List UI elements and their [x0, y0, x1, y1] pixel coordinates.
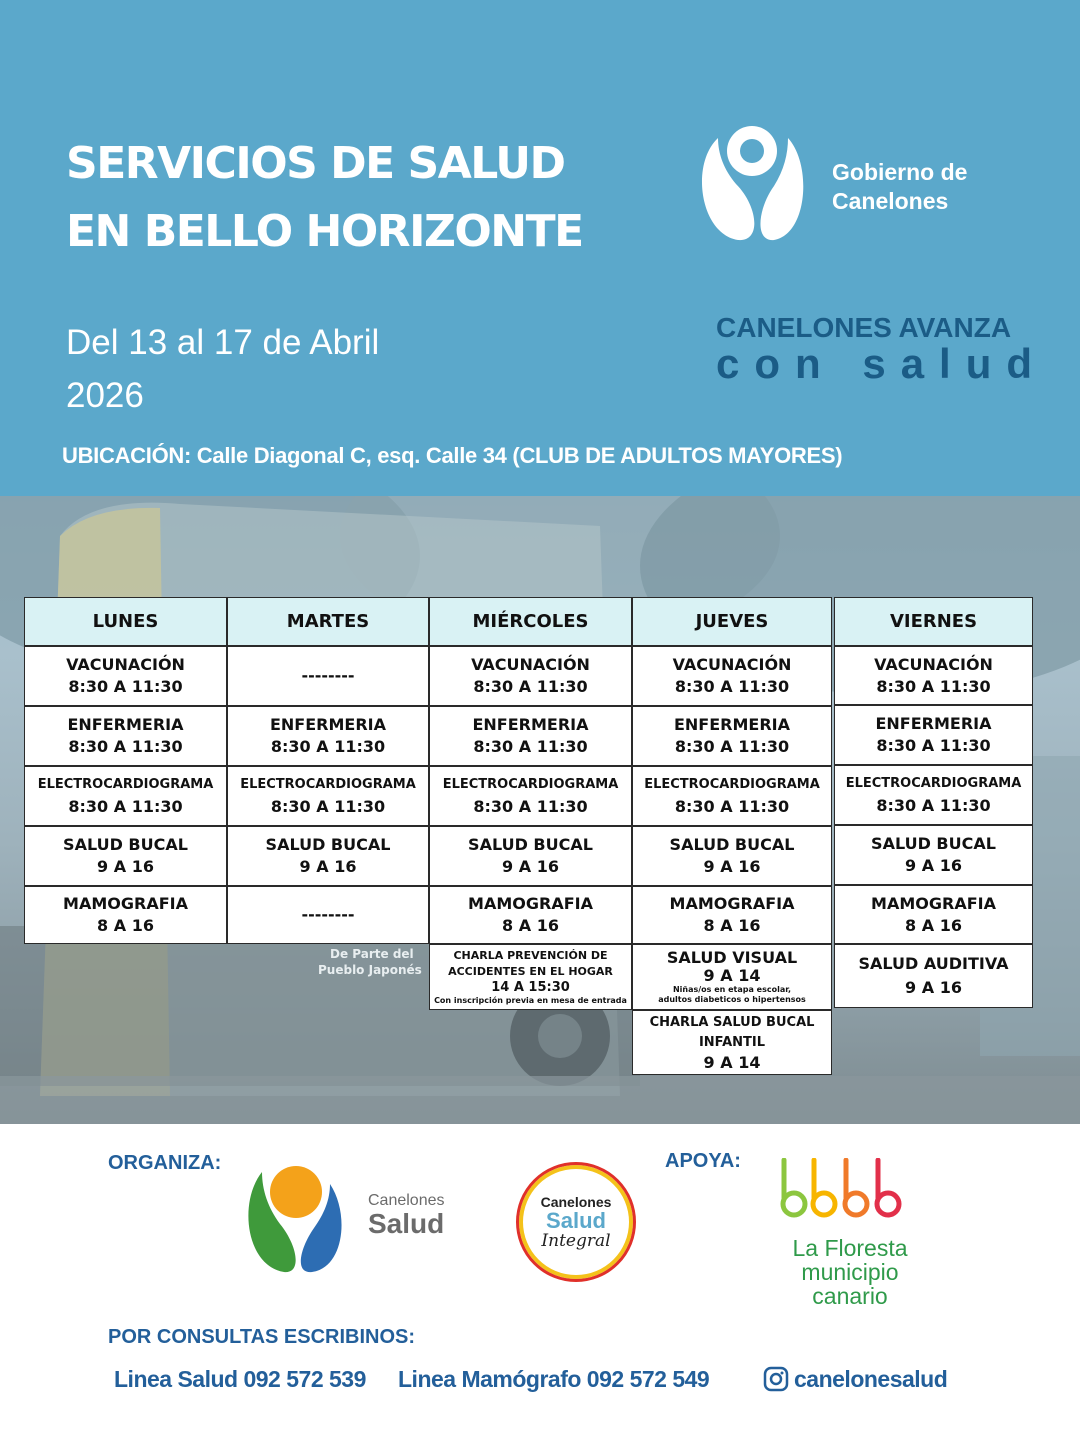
service-name: -------- — [301, 666, 355, 685]
table-cell — [24, 766, 227, 826]
location-text: UBICACIÓN: Calle Diagonal C, esq. Calle 34 (CLUB DE ADULTOS MAYORES) — [62, 443, 843, 468]
apoya-label: APOYA: — [665, 1150, 741, 1172]
service-time: 9 A 16 — [905, 856, 962, 875]
table-cell — [632, 886, 832, 944]
lf-line2: municipio — [801, 1259, 899, 1285]
service-time: 8 A 16 — [97, 916, 154, 935]
csi-line2: Salud — [546, 1207, 606, 1233]
table-cell — [429, 886, 632, 944]
table-cell — [227, 886, 429, 944]
lf-line3: canario — [812, 1283, 888, 1309]
service-time: 9 A 14 — [703, 966, 761, 985]
service-name: MAMOGRAFIA — [468, 894, 593, 913]
service-time: 8:30 A 11:30 — [473, 797, 588, 816]
table-cell — [834, 944, 1033, 1008]
service-name: SALUD BUCAL — [468, 835, 593, 854]
service-name: CHARLA PREVENCIÓN DE — [453, 949, 608, 962]
service-name: VACUNACIÓN — [672, 655, 792, 674]
gov-line2: Canelones — [832, 188, 949, 214]
table-cell — [227, 826, 429, 886]
service-name: VACUNACIÓN — [471, 655, 590, 674]
service-time: 9 A 16 — [97, 857, 154, 876]
page-title-line1: SERVICIOS DE SALUD — [66, 138, 565, 189]
service-name: ELECTROCARDIOGRAMA — [442, 777, 619, 792]
date-range-line2: 2026 — [66, 376, 144, 415]
service-note: adultos diabeticos o hipertensos — [658, 995, 806, 1004]
service-name: SALUD VISUAL — [666, 948, 798, 967]
service-name: -------- — [301, 905, 355, 924]
service-name: ELECTROCARDIOGRAMA — [37, 777, 214, 792]
linea-mamografo: Linea Mamógrafo 092 572 549 — [398, 1366, 710, 1392]
service-time: 8 A 16 — [502, 916, 559, 935]
service-name: ELECTROCARDIOGRAMA — [644, 777, 820, 792]
table-cell — [227, 706, 429, 766]
service-time: 8 A 16 — [905, 915, 962, 935]
service-name: MAMOGRAFIA — [669, 894, 795, 913]
table-cell — [24, 826, 227, 886]
table-cell — [24, 646, 227, 706]
la-floresta-text — [770, 1236, 930, 1308]
service-time: 8:30 A 11:30 — [876, 736, 991, 755]
service-time: 8:30 A 11:30 — [876, 676, 991, 696]
salud-integral-logo-icon — [516, 1162, 636, 1282]
day-header-jueves: JUEVES — [632, 597, 832, 646]
service-time: 8:30 A 11:30 — [68, 737, 183, 756]
service-name: VACUNACIÓN — [66, 655, 185, 674]
service-name: SALUD BUCAL — [669, 835, 795, 854]
slogan-line2: con salud — [716, 340, 1048, 387]
table-cell — [227, 646, 429, 706]
day-header-lunes: LUNES — [24, 597, 227, 646]
day-header-miercoles: MIÉRCOLES — [429, 597, 632, 646]
service-note: Con inscripción previa en mesa de entrada — [434, 996, 627, 1005]
service-time: 9 A 16 — [502, 857, 559, 876]
day-header-viernes: VIERNES — [834, 597, 1033, 646]
service-time: 8:30 A 11:30 — [674, 797, 790, 816]
canelones-salud-text — [368, 1192, 445, 1238]
table-cell — [834, 825, 1033, 885]
lf-line1: La Floresta — [792, 1235, 908, 1261]
canelones-salud-logo-icon — [246, 1162, 346, 1274]
service-name: ENFERMERIA — [875, 714, 992, 733]
service-time: 9 A 16 — [703, 857, 761, 876]
service-name: SALUD BUCAL — [265, 835, 391, 854]
table-cell — [24, 706, 227, 766]
service-name: INFANTIL — [698, 1034, 766, 1050]
service-time: 8:30 A 11:30 — [68, 797, 183, 816]
cs-line1: Canelones — [368, 1192, 445, 1209]
table-cell — [632, 944, 832, 1010]
service-time: 8:30 A 11:30 — [270, 737, 386, 756]
table-cell — [429, 826, 632, 886]
table-cell — [834, 646, 1033, 705]
service-name: ACCIDENTES EN EL HOGAR — [448, 965, 613, 978]
date-range-line1: Del 13 al 17 de Abril — [66, 323, 380, 362]
table-cell — [834, 885, 1033, 944]
service-time: 9 A 16 — [905, 978, 962, 997]
service-name: ENFERMERIA — [472, 715, 589, 734]
service-time: 14 A 15:30 — [491, 980, 570, 995]
table-cell — [429, 706, 632, 766]
service-name: ENFERMERIA — [67, 715, 184, 734]
table-cell — [632, 766, 832, 826]
page-title-line2: EN BELLO HORIZONTE — [66, 206, 583, 257]
gobierno-canelones-logo-icon — [700, 124, 810, 242]
instagram-icon — [763, 1366, 789, 1392]
header-banner — [0, 0, 1080, 496]
service-time: 8:30 A 11:30 — [674, 677, 790, 696]
gov-line1: Gobierno de — [832, 159, 968, 185]
table-cell — [429, 646, 632, 706]
organiza-label: ORGANIZA: — [108, 1152, 222, 1174]
table-cell — [429, 766, 632, 826]
consultas-label: POR CONSULTAS ESCRIBINOS: — [108, 1326, 416, 1348]
bus-text-line2: Pueblo Japonés — [318, 963, 422, 977]
table-cell — [429, 944, 632, 1010]
csi-line1: Canelones — [540, 1193, 612, 1210]
day-header-martes: MARTES — [227, 597, 429, 646]
bus-text-line1: De Parte del — [330, 947, 414, 961]
service-note: Niñas/os en etapa escolar, — [672, 985, 792, 994]
table-cell — [632, 826, 832, 886]
linea-salud: Linea Salud 092 572 539 — [114, 1366, 366, 1392]
service-time: 8:30 A 11:30 — [473, 737, 588, 756]
service-time: 8:30 A 11:30 — [674, 737, 790, 756]
service-name: ELECTROCARDIOGRAMA — [240, 777, 416, 792]
table-cell — [632, 646, 832, 706]
slogan-line1: CANELONES AVANZA — [716, 312, 1012, 343]
table-cell — [227, 766, 429, 826]
table-cell — [632, 1010, 832, 1075]
service-name: VACUNACIÓN — [874, 654, 993, 674]
service-time: 8:30 A 11:30 — [876, 796, 991, 815]
service-name: MAMOGRAFIA — [871, 893, 996, 913]
service-time: 9 A 14 — [703, 1052, 761, 1072]
csi-line3: Integral — [541, 1230, 611, 1251]
service-name: ENFERMERIA — [269, 715, 386, 734]
service-name: ENFERMERIA — [673, 715, 790, 734]
service-name: MAMOGRAFIA — [63, 894, 188, 913]
la-floresta-logo-icon — [776, 1158, 916, 1232]
gobierno-canelones-text — [832, 158, 967, 216]
table-cell — [834, 765, 1033, 825]
table-cell — [632, 706, 832, 766]
cs-line2: Salud — [368, 1208, 445, 1239]
table-cell — [24, 886, 227, 944]
service-time: 8 A 16 — [703, 916, 761, 935]
table-cell — [834, 705, 1033, 765]
date-range — [66, 316, 379, 422]
service-name: SALUD BUCAL — [871, 834, 996, 853]
service-time: 9 A 16 — [299, 857, 357, 876]
service-name: CHARLA SALUD BUCAL — [649, 1014, 815, 1030]
service-time: 8:30 A 11:30 — [270, 797, 386, 816]
service-name: SALUD BUCAL — [63, 835, 188, 854]
service-name: SALUD AUDITIVA — [858, 954, 1009, 973]
service-time: 8:30 A 11:30 — [68, 677, 183, 696]
instagram-handle[interactable]: canelonesalud — [794, 1366, 948, 1392]
service-time: 8:30 A 11:30 — [473, 677, 588, 696]
service-name: ELECTROCARDIOGRAMA — [845, 776, 1022, 791]
